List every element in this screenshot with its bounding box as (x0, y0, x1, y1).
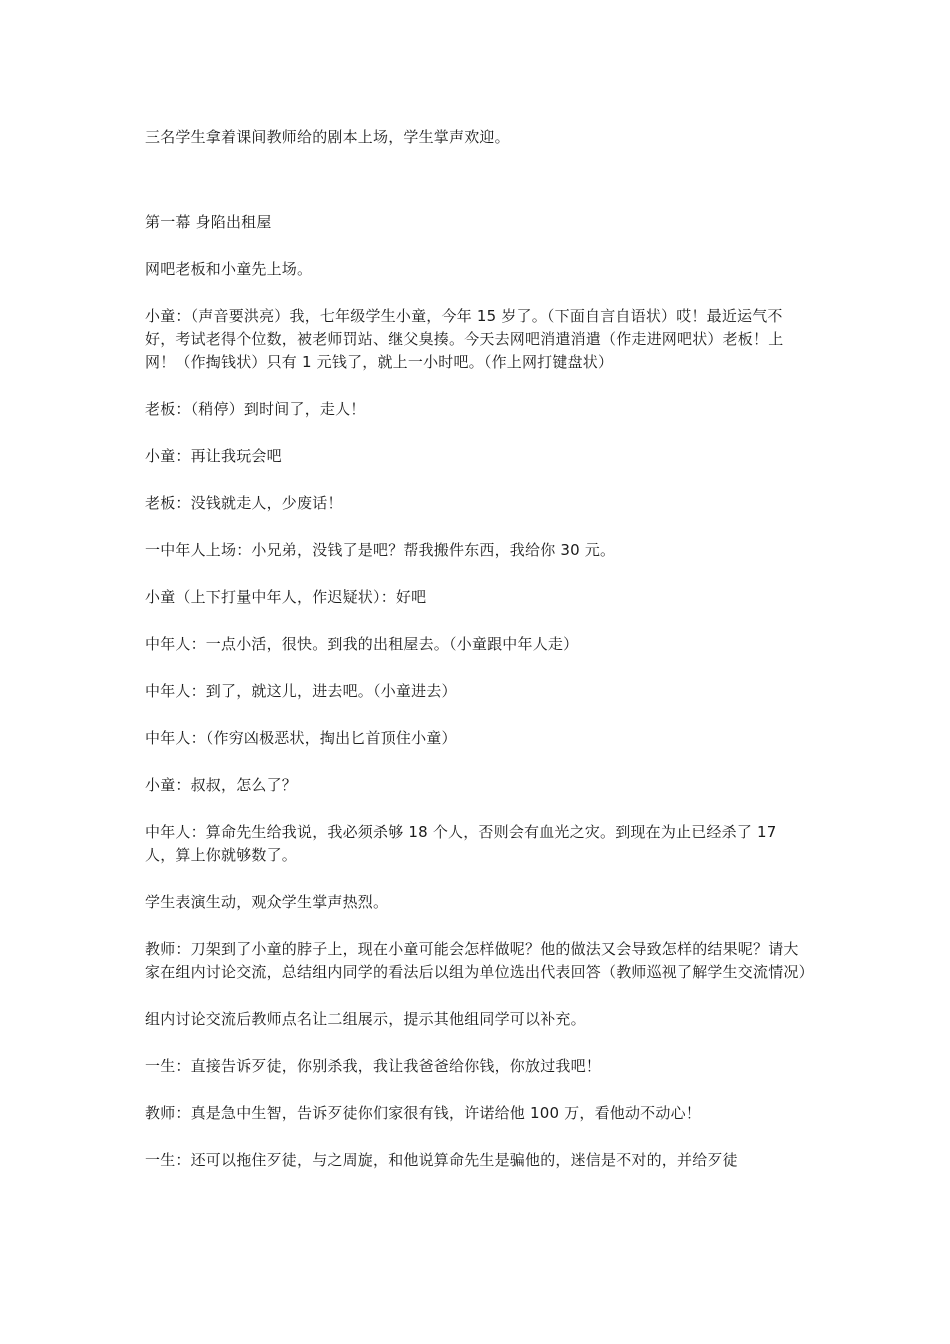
paragraph: 中年人：算命先生给我说，我必须杀够 18 个人，否则会有血光之灾。到现在为止已经杀了 17 人，算上你就够数了。 (145, 823, 777, 864)
paragraph: 教师：刀架到了小童的脖子上，现在小童可能会怎样做呢？他的做法又会导致怎样的结果呢？请大家在组内讨论交流，总结组内同学的看法后以组为单位选出代表回答（教师巡视了解学生交流情况） (145, 940, 814, 981)
paragraph: 小童：再让我玩会吧 (145, 447, 282, 465)
paragraph: 中年人：（作穷凶极恶状，掏出匕首顶住小童） (145, 729, 457, 747)
paragraph: 网吧老板和小童先上场。 (145, 260, 313, 278)
document-body (145, 126, 814, 1196)
paragraph: 中年人：到了，就这儿，进去吧。（小童进去） (145, 682, 457, 700)
paragraph: 一中年人上场：小兄弟，没钱了是吧？帮我搬件东西，我给你 30 元。 (145, 541, 616, 559)
paragraph: 一生：直接告诉歹徒，你别杀我，我让我爸爸给你钱，你放过我吧！ (145, 1057, 602, 1075)
paragraph: 老板：（稍停）到时间了，走人！ (145, 400, 366, 418)
paragraph: 一生：还可以拖住歹徒，与之周旋，和他说算命先生是骗他的，迷信是不对的，并给歹徒 (145, 1151, 738, 1169)
paragraph: 教师：真是急中生智，告诉歹徒你们家很有钱，许诺给他 100 万，看他动不动心！ (145, 1104, 701, 1122)
paragraph: 老板：没钱就走人，少废话！ (145, 494, 343, 512)
paragraph: 小童（上下打量中年人，作迟疑状）：好吧 (145, 588, 427, 606)
scene-heading: 第一幕 身陷出租屋 (145, 213, 272, 231)
paragraph: 学生表演生动，观众学生掌声热烈。 (145, 893, 389, 911)
paragraph: 小童：（声音要洪亮）我，七年级学生小童，今年 15 岁了。（下面自言自语状）哎！最近运气不好，考试老得个位数，被老师罚站、继父臭揍。今天去网吧消遣消遣（作走进网吧状）老板！上网！（作掏钱状）只有 1 元钱了，就上一小时吧。（作上网打键盘状） (145, 307, 784, 371)
paragraph: 中年人：一点小活，很快。到我的出租屋去。（小童跟中年人走） (145, 635, 579, 653)
paragraph: 小童：叔叔，怎么了？ (145, 776, 298, 794)
paragraph-intro: 三名学生拿着课间教师给的剧本上场，学生掌声欢迎。 (145, 128, 510, 146)
paragraph: 组内讨论交流后教师点名让二组展示，提示其他组同学可以补充。 (145, 1010, 586, 1028)
